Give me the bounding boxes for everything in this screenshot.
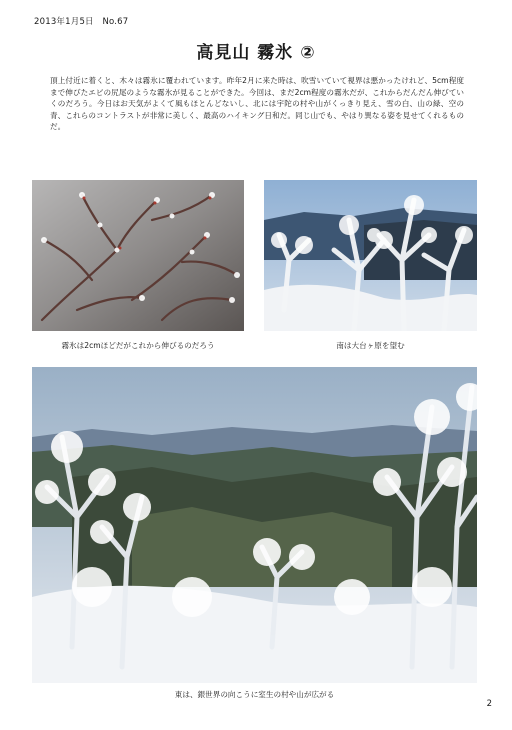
photo3-caption: 東は、銀世界の向こうに室生の村や山が広がる — [174, 690, 335, 699]
photo-east-panorama — [32, 367, 477, 683]
photo1-caption: 霧氷は2cmほどだがこれから伸びるのだろう — [61, 341, 215, 350]
photo-south-ridge — [264, 180, 477, 331]
body-paragraph: 頂上付近に着くと、木々は霧氷に覆われています。昨年2月に来た時は、吹雪いていて視界は悪かったけれど、5cm程度まで伸びたエビの尻尾のような霧氷が見ることができた。今回は、まだ2cm程度の霧氷だが、これからだんだん伸びていくのだろう。今日はお天気がよくて風もほとんどないし、北には宇陀の村や山がくっきり見え、雪の白、山の緑、空の青、これらのコントラストが非常に美しく、最高のハイキング日和だ。同じ山でも、やはり異なる姿を見せてくれるものだ。 — [50, 76, 464, 132]
photo-frosted-branches — [32, 180, 244, 331]
page-number: 2 — [486, 699, 492, 709]
photo2-caption: 南は大台ヶ原を望む — [336, 341, 405, 350]
header-date: 2013年1月5日 No.67 — [34, 17, 129, 27]
page-title: 高見山 霧氷 ② — [196, 43, 316, 63]
